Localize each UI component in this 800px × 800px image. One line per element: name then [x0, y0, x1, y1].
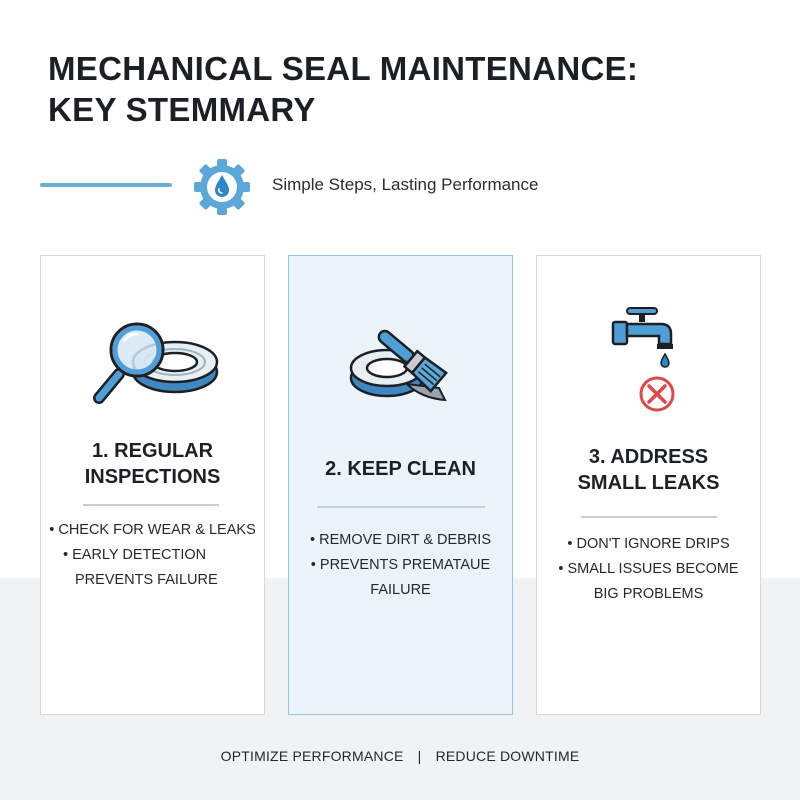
bullet-item: [41, 543, 264, 593]
bullet-list: [537, 532, 760, 607]
card-address-small-leaks: [536, 255, 761, 715]
bullet-line-continued: PREVENTS FAILURE: [75, 572, 218, 588]
card-title-line-2: SMALL LEAKS: [577, 472, 720, 494]
footer-right: REDUCE DOWNTIME: [435, 748, 580, 764]
bullet-line: • DON'T IGNORE DRIPS: [567, 536, 730, 552]
bullet-line-continued: FAILURE: [370, 582, 431, 598]
page-title: [48, 48, 748, 130]
card-title-line-2: INSPECTIONS: [84, 466, 221, 488]
card-title: [41, 438, 264, 490]
subtitle: Simple Steps, Lasting Performance: [272, 175, 539, 194]
bullet-item: [289, 553, 512, 603]
subtitle-accent-line: [40, 183, 172, 187]
card-title: [289, 456, 512, 482]
brush-cleaning-seal-icon: [347, 314, 457, 410]
card-divider: [581, 516, 717, 518]
card-divider: [317, 506, 485, 508]
bullet-line: • SMALL ISSUES BECOME: [558, 561, 739, 577]
footer-tagline: [0, 748, 800, 764]
bullet-item: [289, 528, 512, 553]
bullet-line: • CHECK FOR WEAR & LEAKS: [49, 522, 256, 538]
card-keep-clean: [288, 255, 513, 715]
footer-left: OPTIMIZE PERFORMANCE: [220, 748, 404, 764]
title-line-1: MECHANICAL SEAL MAINTENANCE:: [48, 50, 639, 87]
card-regular-inspections: [40, 255, 265, 715]
bullet-line: • PREVENTS PREMATAUE: [310, 557, 491, 573]
footer-separator: |: [417, 748, 422, 764]
bullet-line-continued: BIG PROBLEMS: [593, 586, 704, 602]
bullet-list: [41, 518, 264, 593]
card-title-line-1: 2. KEEP CLEAN: [325, 458, 476, 480]
card-title: [537, 444, 760, 496]
title-line-2: KEY STEMMARY: [48, 91, 316, 128]
bullet-line: • REMOVE DIRT & DEBRIS: [310, 532, 491, 548]
card-title-line-1: 3. ADDRESS: [588, 446, 709, 468]
bullet-item: [41, 518, 264, 543]
dripping-faucet-cross-icon: [607, 306, 697, 416]
bullet-list: [289, 528, 512, 603]
card-title-line-1: 1. REGULAR: [91, 440, 214, 462]
bullet-item: [537, 557, 760, 607]
gear-water-drop-icon: [190, 155, 254, 219]
bullet-line: • EARLY DETECTION: [63, 547, 207, 563]
magnifier-seal-ring-icon: [89, 314, 221, 404]
bullet-item: [537, 532, 760, 557]
card-divider: [83, 504, 219, 506]
